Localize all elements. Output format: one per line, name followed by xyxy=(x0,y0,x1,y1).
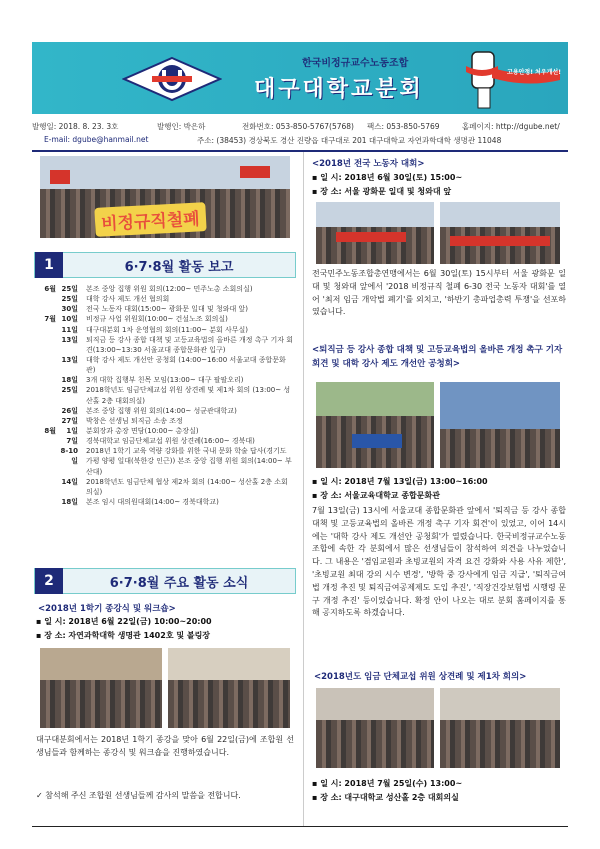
schedule-row xyxy=(32,446,294,476)
schedule-row xyxy=(32,426,294,436)
news-body: 전국민주노동조합총연맹에서는 6월 30일(토) 15시부터 서울 광화문 일대 및 청와대 앞에서 '2018 비정규직 철폐 6-30 전국 노동자 대회'를 열어 '최저 임금 개악법 폐기'를 외치고, '하반기 총파업총력 투쟁'을 선포하였습니다. xyxy=(312,269,566,317)
rally-photo-2 xyxy=(440,202,560,264)
column-divider xyxy=(303,152,304,826)
publisher: 발행인: 박은하 xyxy=(157,122,206,131)
schedule-month xyxy=(32,355,56,375)
schedule-text: 본조 임시 대의원대회(14:00~ 경북대학교) xyxy=(86,497,219,506)
schedule-row xyxy=(32,325,294,335)
header-divider xyxy=(32,150,568,152)
schedule-text: 대구대분회 1차 운영협의 회의(11:00~ 분회 사무실) xyxy=(86,325,249,334)
schedule-row xyxy=(32,304,294,314)
schedule-month xyxy=(32,436,56,446)
schedule-text: 대학 강사 제도 개선 협의회 xyxy=(86,295,170,304)
schedule-row xyxy=(32,477,294,497)
email-link[interactable]: E-mail: dgube@hanmail.net xyxy=(44,135,149,144)
schedule-month xyxy=(32,477,56,497)
schedule-month xyxy=(32,335,56,355)
schedule-month xyxy=(32,304,56,314)
event-date: ▪ 일 시: 2018년 7월 13일(금) 13:00~16:00 xyxy=(312,477,488,486)
schedule-month: 6월 xyxy=(44,285,56,293)
schedule-day: 25일 xyxy=(61,285,78,293)
schedule-month: 8월 xyxy=(44,426,56,435)
fax: 팩스: 053-850-5769 xyxy=(367,122,440,131)
schedule-day: 1일 xyxy=(66,426,78,435)
schedule-text: 전국 노동자 대회(15:00~ 광화문 일대 및 청와대 앞) xyxy=(86,305,249,314)
schedule-month xyxy=(32,294,56,304)
fist-icon xyxy=(452,48,562,110)
section-number: 1 xyxy=(35,252,63,278)
schedule-day: 7일 xyxy=(66,437,78,446)
workshop-photo xyxy=(168,648,290,728)
event-place: ▪ 장 소: 서울 광화문 일대 및 청와대 앞 xyxy=(312,187,452,196)
schedule-row xyxy=(32,284,294,294)
news-body: 7월 13일(금) 13시에 서울교대 종합문화관 앞에서 '퇴직금 등 강사 종합 대책 및 고등교육법의 올바른 개정 촉구 기자 회견'이 있었고, 이어 14시에는 '대학 강사 제도 개선안 공청회'가 열렸습니다. 한국비정규교수노동조합에 속한 각 분회에서 많은 선생님들이 참석하여 의견을 나누었습니다. 그 내용은 '겸임교원과 초빙교원의 자격 요건 강화와 사용 사유 제한', '초빙교원 최대 강의 시수 변경', '방학 중 강사에게 임금 지급', '퇴직금여법 개정 추진 및 퇴직금여공제제도 도입 추진', '직장건강보험법 시행령 문구 개정 추진' 등이었습니다. 확정 안이 나오는 대로 분회 홈페이지를 통해 공지하도록 하겠습니다. xyxy=(312,506,566,618)
schedule-text: 2018학년도 임금단체 협상 제2차 회의 (14:00~ 성산홀 2층 소회의실) xyxy=(86,477,288,496)
schedule-row xyxy=(32,416,294,426)
section-1-header xyxy=(34,252,296,278)
event-place: ▪ 장 소: 자연과학대학 생명관 1402호 및 볼링장 xyxy=(36,631,211,640)
schedule-row xyxy=(32,385,294,405)
schedule-row xyxy=(32,314,294,324)
schedule-day: 27일 xyxy=(61,416,78,425)
section-2-header xyxy=(34,568,296,594)
event-date: ▪ 일 시: 2018년 6월 30일(토) 15:00~ xyxy=(312,173,463,182)
schedule-month xyxy=(32,416,56,426)
slogan-text: 고용안정! 처우개선! xyxy=(507,69,561,76)
event-date: ▪ 일 시: 2018년 6월 22일(금) 10:00~20:00 xyxy=(36,617,212,626)
schedule-text: 2018년 1학기 교육 역량 강화를 위한 국내 문화 학술 답사(경기도 가평 양평 일대(북한강 인근)) 본조 중앙 집행 위원 회의(14:00~ 부산대) xyxy=(86,447,292,476)
schedule-month xyxy=(32,385,56,405)
schedule-month: 7월 xyxy=(44,315,56,324)
section-title: 6·7·8월 주요 활동 소식 xyxy=(109,575,249,591)
news-heading: <2018년도 임금 단체교섭 위원 상견례 및 제1차 회의> xyxy=(314,672,527,682)
branch-title: 대구대학교분회 xyxy=(254,77,424,102)
meeting-photo-2 xyxy=(440,688,560,768)
schedule-row xyxy=(32,497,294,507)
schedule-row xyxy=(32,375,294,385)
schedule-day: 13일 xyxy=(61,335,78,344)
schedule-month xyxy=(32,406,56,416)
event-place: ▪ 장 소: 서울교육대학교 종합문화관 xyxy=(312,491,440,500)
section-title: 6·7·8월 활동 보고 xyxy=(124,259,234,275)
schedule-day: 18일 xyxy=(61,376,78,385)
schedule-text: 경북대학교 임금단체교섭 위원 상견례(16:00~ 경북대) xyxy=(86,437,255,446)
news-heading: <2018년 전국 노동자 대회> xyxy=(312,159,425,169)
press-conference-photo xyxy=(316,382,434,468)
news-heading: <2018년 1학기 종강식 및 워크숍> xyxy=(38,604,176,614)
schedule-text: 대학 강사 제도 개선안 공청회 (14:00~16:00 서울교대 종합문화관) xyxy=(86,355,286,375)
schedule-text: 본조 중앙 집행 위원 회의(14:00~ 성균관대학교) xyxy=(86,406,237,415)
ceremony-photo xyxy=(40,648,162,728)
issue-date: 발행일: 2018. 8. 23. 3호 xyxy=(32,122,119,131)
phone: 전화번호: 053-850-5767(5768) xyxy=(242,122,354,131)
schedule-day: 10일 xyxy=(61,315,78,324)
schedule-row xyxy=(32,294,294,304)
schedule-month xyxy=(32,446,56,476)
activity-schedule xyxy=(32,284,294,507)
masthead xyxy=(32,42,568,114)
schedule-text: 3개 대학 집행부 친목 모임(13:00~ 대구 팔팔오리) xyxy=(86,376,244,385)
schedule-text: 퇴직금 등 강사 종합 대책 및 고등교육법의 올바른 개정 촉구 기자 회견(13:00~13:30 서울교대 종합문화관 입구) xyxy=(86,335,294,354)
publication-info xyxy=(32,118,568,148)
schedule-text: 비정규 사업 위원회(10:00~ 건설노조 회의실) xyxy=(86,315,228,324)
schedule-row xyxy=(32,335,294,355)
schedule-day: 11일 xyxy=(61,325,78,334)
thanks-note: ✓ 참석해 주신 조합원 선생님들께 감사의 말씀을 전합니다. xyxy=(36,791,241,800)
event-date: ▪ 일 시: 2018년 7월 25일(수) 13:00~ xyxy=(312,779,463,788)
union-name: 한국비정규교수노동조합 xyxy=(302,58,409,69)
event-place: ▪ 장 소: 대구대학교 성산홀 2층 대회의실 xyxy=(312,793,459,802)
schedule-day: 30일 xyxy=(61,305,78,314)
schedule-text: 박창은 선생님 퇴직금 소송 조정 xyxy=(86,416,183,425)
rally-photo-1 xyxy=(316,202,434,264)
address: 주소: (38453) 경상북도 경산 진량읍 대구대로 201 대구대학교 자연과학대학 생명관 11048 xyxy=(197,136,502,145)
schedule-month xyxy=(32,325,56,335)
schedule-text: 본조 중앙 집행 위원 회의(12:00~ 민주노총 소회의실) xyxy=(86,285,253,293)
schedule-row xyxy=(32,355,294,375)
news-body: 대구대분회에서는 2018년 1학기 종강을 맞아 6월 22일(금)에 조합원 선생님들과 함께하는 종강식 및 워크숍을 진행하였습니다. xyxy=(36,735,294,757)
schedule-day: 25일 xyxy=(61,295,78,304)
schedule-text: 분회장과 총장 면담(10:00~ 총장실) xyxy=(86,426,199,435)
banner-slogan: 비정규직철폐 xyxy=(94,202,206,237)
schedule-text: 2018학년도 임금단체교섭 위원 상견례 및 제1차 회의 (13:00~ 성산홀 2층 대회의실) xyxy=(86,386,291,405)
schedule-day: 18일 xyxy=(61,497,78,506)
homepage-link[interactable]: 홈페이지: http://dgube.net/ xyxy=(462,122,560,131)
schedule-month xyxy=(32,375,56,385)
schedule-day: 26일 xyxy=(61,406,78,415)
schedule-month xyxy=(32,497,56,507)
schedule-day: 8-10일 xyxy=(60,447,78,466)
news-heading: <퇴직금 등 강사 종합 대책 및 고등교육법의 올바른 개정 촉구 기자 회견 및 대학 강사 제도 개선안 공청회> xyxy=(312,345,563,369)
section-number: 2 xyxy=(35,568,63,594)
hearing-photo xyxy=(440,382,560,468)
schedule-day: 14일 xyxy=(61,477,78,486)
schedule-day: 13일 xyxy=(61,355,78,364)
union-logo-icon xyxy=(122,56,222,102)
footer-divider xyxy=(32,826,568,827)
schedule-row xyxy=(32,436,294,446)
meeting-photo-1 xyxy=(316,688,434,768)
schedule-row xyxy=(32,406,294,416)
schedule-day: 25일 xyxy=(61,386,78,395)
